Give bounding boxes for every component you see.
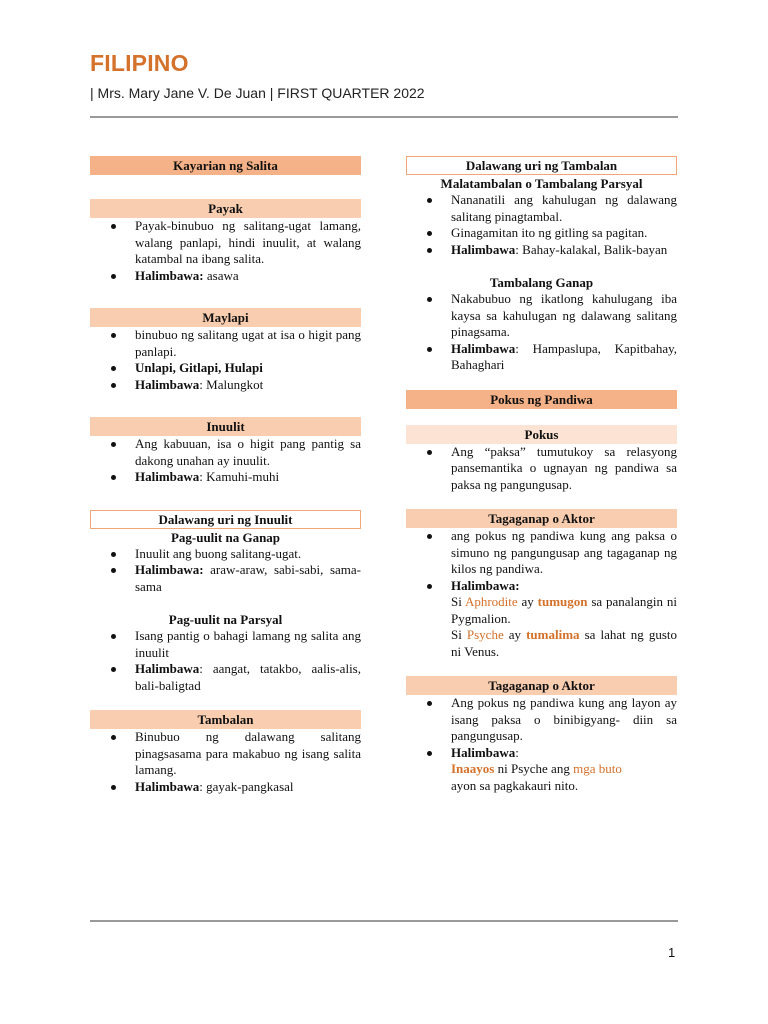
example-subject: Psyche xyxy=(466,627,504,642)
example-label: Halimbawa xyxy=(135,469,200,484)
list-item xyxy=(90,562,361,595)
example-subject: Aphrodite xyxy=(464,594,518,609)
right-column xyxy=(406,156,677,794)
example-text: Si xyxy=(451,594,465,609)
example-label: Halimbawa xyxy=(135,778,200,794)
example-value: : gayak-pangkasal xyxy=(199,778,294,794)
section-aktor-heading: Tagaganap o Aktor xyxy=(406,509,677,528)
gitling-note: Ginagamitan ito ng gitling sa pagitan. xyxy=(451,225,648,240)
list-item xyxy=(406,291,677,341)
example-value: araw-araw, sabi-sabi, sama-sama xyxy=(135,562,361,594)
payak-list xyxy=(90,218,361,284)
example-text: Si xyxy=(451,627,467,642)
example-colon: : xyxy=(515,744,519,760)
tambalang-parsyal-heading: Malatambalan o Tambalang Parsyal xyxy=(440,176,643,191)
list-item xyxy=(406,444,677,494)
tambalang-ganap-list xyxy=(406,291,677,374)
example-value: : Hampaslupa, Kapitbahay, Bahaghari xyxy=(451,340,677,372)
example-text: ayon sa pagkakauri nito. xyxy=(451,777,579,793)
example-value: : Kamuhi-muhi xyxy=(199,469,280,484)
ganap-definition: Inuulit ang buong salitang-ugat. xyxy=(135,545,302,561)
list-item xyxy=(90,546,361,563)
example-label: Halimbawa: xyxy=(135,267,204,283)
section-tambalan-heading: Tambalan xyxy=(90,710,361,729)
tambalang-parsyal-list xyxy=(406,192,677,258)
list-item xyxy=(406,695,677,745)
tambalan-definition: Binubuo ng dalawang salitang pinagsasama para makabuo ng isang salita lamang. xyxy=(135,729,361,777)
list-item xyxy=(406,745,677,795)
example-label: Halimbawa xyxy=(135,376,200,392)
footer-divider xyxy=(90,920,678,922)
ganap-list xyxy=(90,546,361,596)
section-pokus-heading: Pokus xyxy=(406,425,677,444)
list-item xyxy=(90,360,361,377)
parsyal-definition: Isang pantig o bahagi lamang ng salita ang inuulit xyxy=(135,628,361,660)
maylapi-list xyxy=(90,327,361,393)
document-subtitle: | Mrs. Mary Jane V. De Juan | FIRST QUARTER 2022 xyxy=(90,85,425,101)
list-item xyxy=(90,661,361,694)
section-maylapi-heading: Maylapi xyxy=(90,308,361,327)
inuulit-definition: Ang kabuuan, isa o higit pang pantig sa dakong unahan ay inuulit. xyxy=(135,436,361,468)
list-item xyxy=(90,779,361,796)
example-value: : aangat, tatakbo, aalis-alis, bali-baligtad xyxy=(135,661,361,693)
list-item xyxy=(406,578,677,661)
pokus-list xyxy=(406,444,677,494)
list-item xyxy=(90,218,361,268)
example-text: sa panalangin ni Pygmalion. xyxy=(451,594,677,626)
example-verb: Inaayos xyxy=(451,761,495,776)
example-text: ay xyxy=(503,627,527,642)
pokus-definition: Ang “paksa” tumutukoy sa relasyong pansemantika o ugnayan ng pandiwa sa paksa ng pangungusap. xyxy=(451,443,677,492)
example-text: ni Psyche ang xyxy=(494,761,574,776)
list-item xyxy=(406,341,677,374)
section-kayarian-heading: Kayarian ng Salita xyxy=(90,156,361,175)
list-item xyxy=(90,377,361,394)
example-text: sa lahat ng gusto ni Venus. xyxy=(451,627,677,659)
inuulit-list xyxy=(90,436,361,486)
parsyal-definition: Nananatili ang kahulugan ng dalawang salitang pinagtambal. xyxy=(451,192,677,224)
list-item xyxy=(90,268,361,285)
example-verb: tumugon xyxy=(537,594,588,609)
page-number: 1 xyxy=(668,945,676,960)
example-label: Halimbawa xyxy=(451,340,516,356)
parsyal-list xyxy=(90,628,361,694)
list-item xyxy=(406,192,677,225)
example-verb: tumalima xyxy=(526,627,580,642)
example-value: : Bahay-kalakal, Balik-bayan xyxy=(515,241,668,257)
list-item xyxy=(90,469,361,486)
list-item xyxy=(90,436,361,469)
pag-uulit-parsyal-heading: Pag-uulit na Parsyal xyxy=(168,612,283,627)
example-label: Halimbawa xyxy=(451,241,516,257)
example-label: Halimbawa xyxy=(451,744,516,760)
aktor-example-2 xyxy=(451,627,677,660)
section-dalawang-inuulit-heading: Dalawang uri ng Inuulit xyxy=(90,510,361,529)
panlapi-types: Unlapi, Gitlapi, Hulapi xyxy=(135,360,263,375)
tambalang-ganap-heading: Tambalang Ganap xyxy=(489,275,594,290)
section-inuulit-heading: Inuulit xyxy=(90,417,361,436)
aktor-list xyxy=(406,528,677,660)
example-label-line xyxy=(451,745,677,762)
tambalan-list xyxy=(90,729,361,795)
list-item xyxy=(406,528,677,578)
list-item xyxy=(90,628,361,661)
pag-uulit-ganap-heading: Pag-uulit na Ganap xyxy=(170,529,281,545)
layon-example xyxy=(451,761,677,778)
left-column xyxy=(90,156,361,795)
ganap-definition: Nakabubuo ng ikatlong kahulugang iba kaysa sa kahulugan ng dalawang salitang pinagsama. xyxy=(451,291,677,339)
list-item xyxy=(406,242,677,259)
list-item xyxy=(90,729,361,779)
section-layon-heading: Tagaganap o Aktor xyxy=(406,676,677,695)
example-text: ay xyxy=(517,594,538,609)
maylapi-definition: binubuo ng salitang ugat at isa o higit pang panlapi. xyxy=(135,327,361,359)
example-value: : Malungkot xyxy=(199,376,264,392)
list-item xyxy=(406,225,677,242)
section-dalawang-tambalan-heading: Dalawang uri ng Tambalan xyxy=(406,156,677,175)
document-title: FILIPINO xyxy=(90,50,189,76)
aktor-example-1 xyxy=(451,594,677,627)
list-item xyxy=(90,327,361,360)
payak-definition: Payak-binubuo ng salitang-ugat lamang, walang panlapi, hindi inuulit, at walang katambal na ibang salita. xyxy=(135,218,361,266)
section-payak-heading: Payak xyxy=(90,199,361,218)
section-pokus-pandiwa-heading: Pokus ng Pandiwa xyxy=(406,390,677,409)
layon-definition: Ang pokus ng pandiwa kung ang layon ay isang paksa o binibigyang- diin sa pangungusap. xyxy=(451,695,677,743)
example-value: asawa xyxy=(203,267,239,283)
aktor-definition: ang pokus ng pandiwa kung ang paksa o simuno ng pangungusap ang tagaganap ng kilos ng pandiwa. xyxy=(451,528,677,576)
layon-list xyxy=(406,695,677,794)
header-divider xyxy=(90,116,678,118)
example-label: Halimbawa xyxy=(135,661,200,676)
example-object: mga buto xyxy=(573,761,622,776)
example-label: Halimbawa: xyxy=(451,577,520,593)
example-label: Halimbawa: xyxy=(135,562,204,577)
